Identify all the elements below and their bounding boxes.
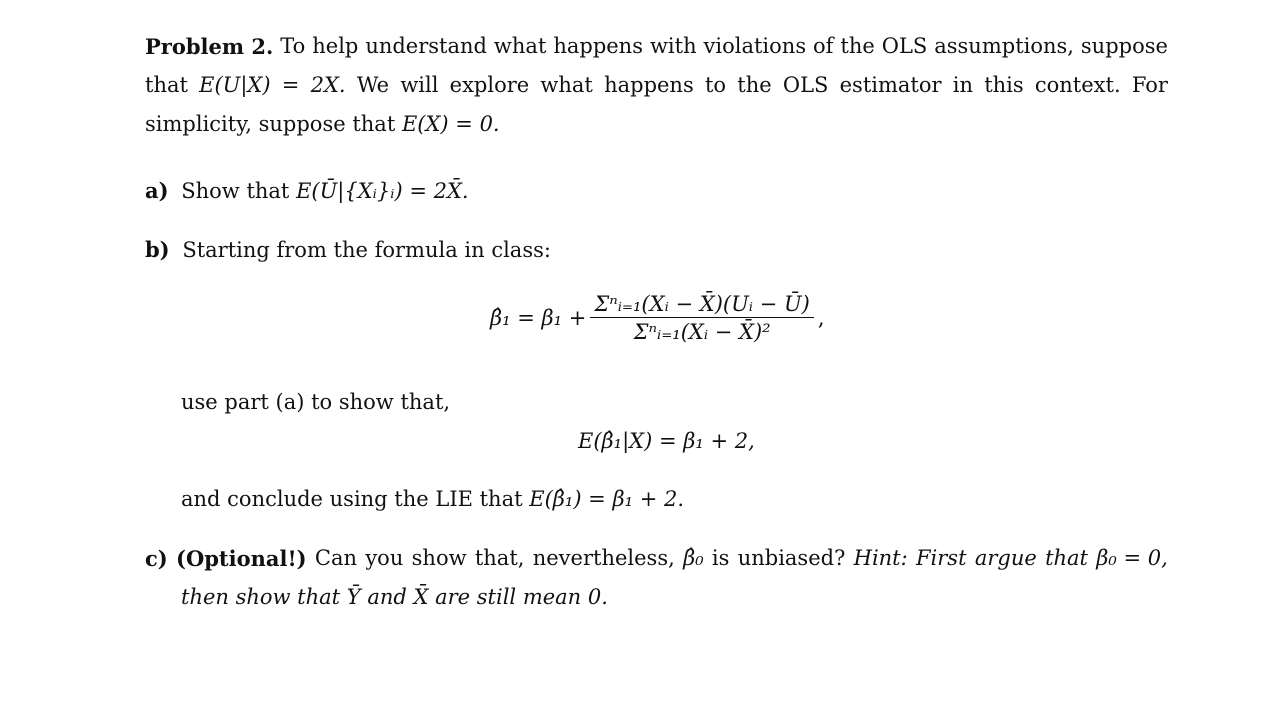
word: that,	[474, 546, 525, 570]
part-a-label: a)	[145, 178, 169, 203]
word: the	[840, 34, 875, 58]
hint-word: Hint:	[853, 546, 908, 570]
math-inline: E(U|X)	[199, 73, 271, 97]
hint-word: argue	[974, 546, 1037, 570]
part-c-line-2	[181, 587, 608, 608]
text: use part (a) to show that,	[181, 390, 451, 414]
word: the	[737, 73, 772, 97]
word: what	[540, 73, 593, 97]
optional-tag: (Optional!)	[176, 546, 307, 571]
text: simplicity, suppose that	[145, 112, 396, 136]
display-result	[578, 431, 755, 452]
math-inline: E(β̂₁) = β₁ + 2.	[529, 487, 684, 511]
formula-comma: ,	[817, 306, 825, 330]
math-inline: β̂₀	[683, 546, 704, 570]
display-formula	[490, 294, 825, 343]
word: OLS	[782, 73, 829, 97]
part-c-label: c)	[145, 546, 168, 571]
problem-label: Problem 2.	[145, 34, 274, 59]
word: unbiased?	[737, 546, 846, 570]
math-inline: E(X) = 0.	[401, 112, 500, 136]
word: is	[711, 546, 730, 570]
word: help	[312, 34, 359, 58]
word: happens	[604, 73, 694, 97]
math-inline: 2X.	[310, 73, 346, 97]
problem-line-3	[145, 114, 500, 135]
word: will	[400, 73, 439, 97]
word: OLS	[881, 34, 928, 58]
word: To	[280, 34, 306, 58]
word: with	[649, 34, 697, 58]
part-a	[145, 180, 469, 202]
word: that	[145, 73, 188, 97]
word: estimator	[839, 73, 942, 97]
word: suppose	[1080, 34, 1168, 58]
fraction-numerator: Σⁿᵢ₌₁(Xᵢ − X̄)(Uᵢ − Ū)	[590, 294, 814, 318]
word: violations	[703, 34, 807, 58]
word: explore	[449, 73, 530, 97]
part-b-conclusion	[181, 489, 684, 510]
hint-word: First	[915, 546, 967, 570]
math-display: E(β̂₁|X) = β₁ + 2,	[578, 429, 755, 453]
fraction	[590, 294, 814, 343]
problem-line-1	[145, 36, 1168, 57]
word: nevertheless,	[532, 546, 675, 570]
word: in	[952, 73, 973, 97]
word: happens	[553, 34, 643, 58]
word: you	[365, 546, 404, 570]
text: and conclude using the LIE that	[181, 487, 523, 511]
fraction-denominator: Σⁿᵢ₌₁(Xᵢ − X̄)²	[633, 320, 771, 344]
problem-line-2	[145, 75, 1168, 96]
word: show	[411, 546, 467, 570]
part-b-text-2	[181, 392, 450, 413]
part-c-line-1	[145, 548, 1168, 569]
formula-lhs: β̂₁ = β₁ +	[490, 306, 587, 330]
math-inline: β₀ = 0,	[1096, 546, 1168, 570]
word: this	[984, 73, 1024, 97]
math-inline: E(Ū|{Xᵢ}ᵢ) = 2X̄.	[296, 179, 469, 203]
word: assumptions,	[934, 34, 1074, 58]
math-inline: =	[281, 73, 300, 97]
part-b	[145, 239, 551, 261]
hint-word: that	[1045, 546, 1088, 570]
hint-text: then show that Ȳ and X̄ are still mean 0.	[181, 585, 608, 609]
word: of	[813, 34, 834, 58]
word: what	[493, 34, 547, 58]
text: Show that	[181, 179, 290, 203]
part-b-label: b)	[145, 237, 170, 262]
word: For	[1131, 73, 1168, 97]
word: context.	[1034, 73, 1121, 97]
text: Starting from the formula in class:	[182, 238, 551, 262]
word: understand	[365, 34, 487, 58]
word: Can	[314, 546, 358, 570]
word: to	[704, 73, 727, 97]
word: We	[356, 73, 390, 97]
